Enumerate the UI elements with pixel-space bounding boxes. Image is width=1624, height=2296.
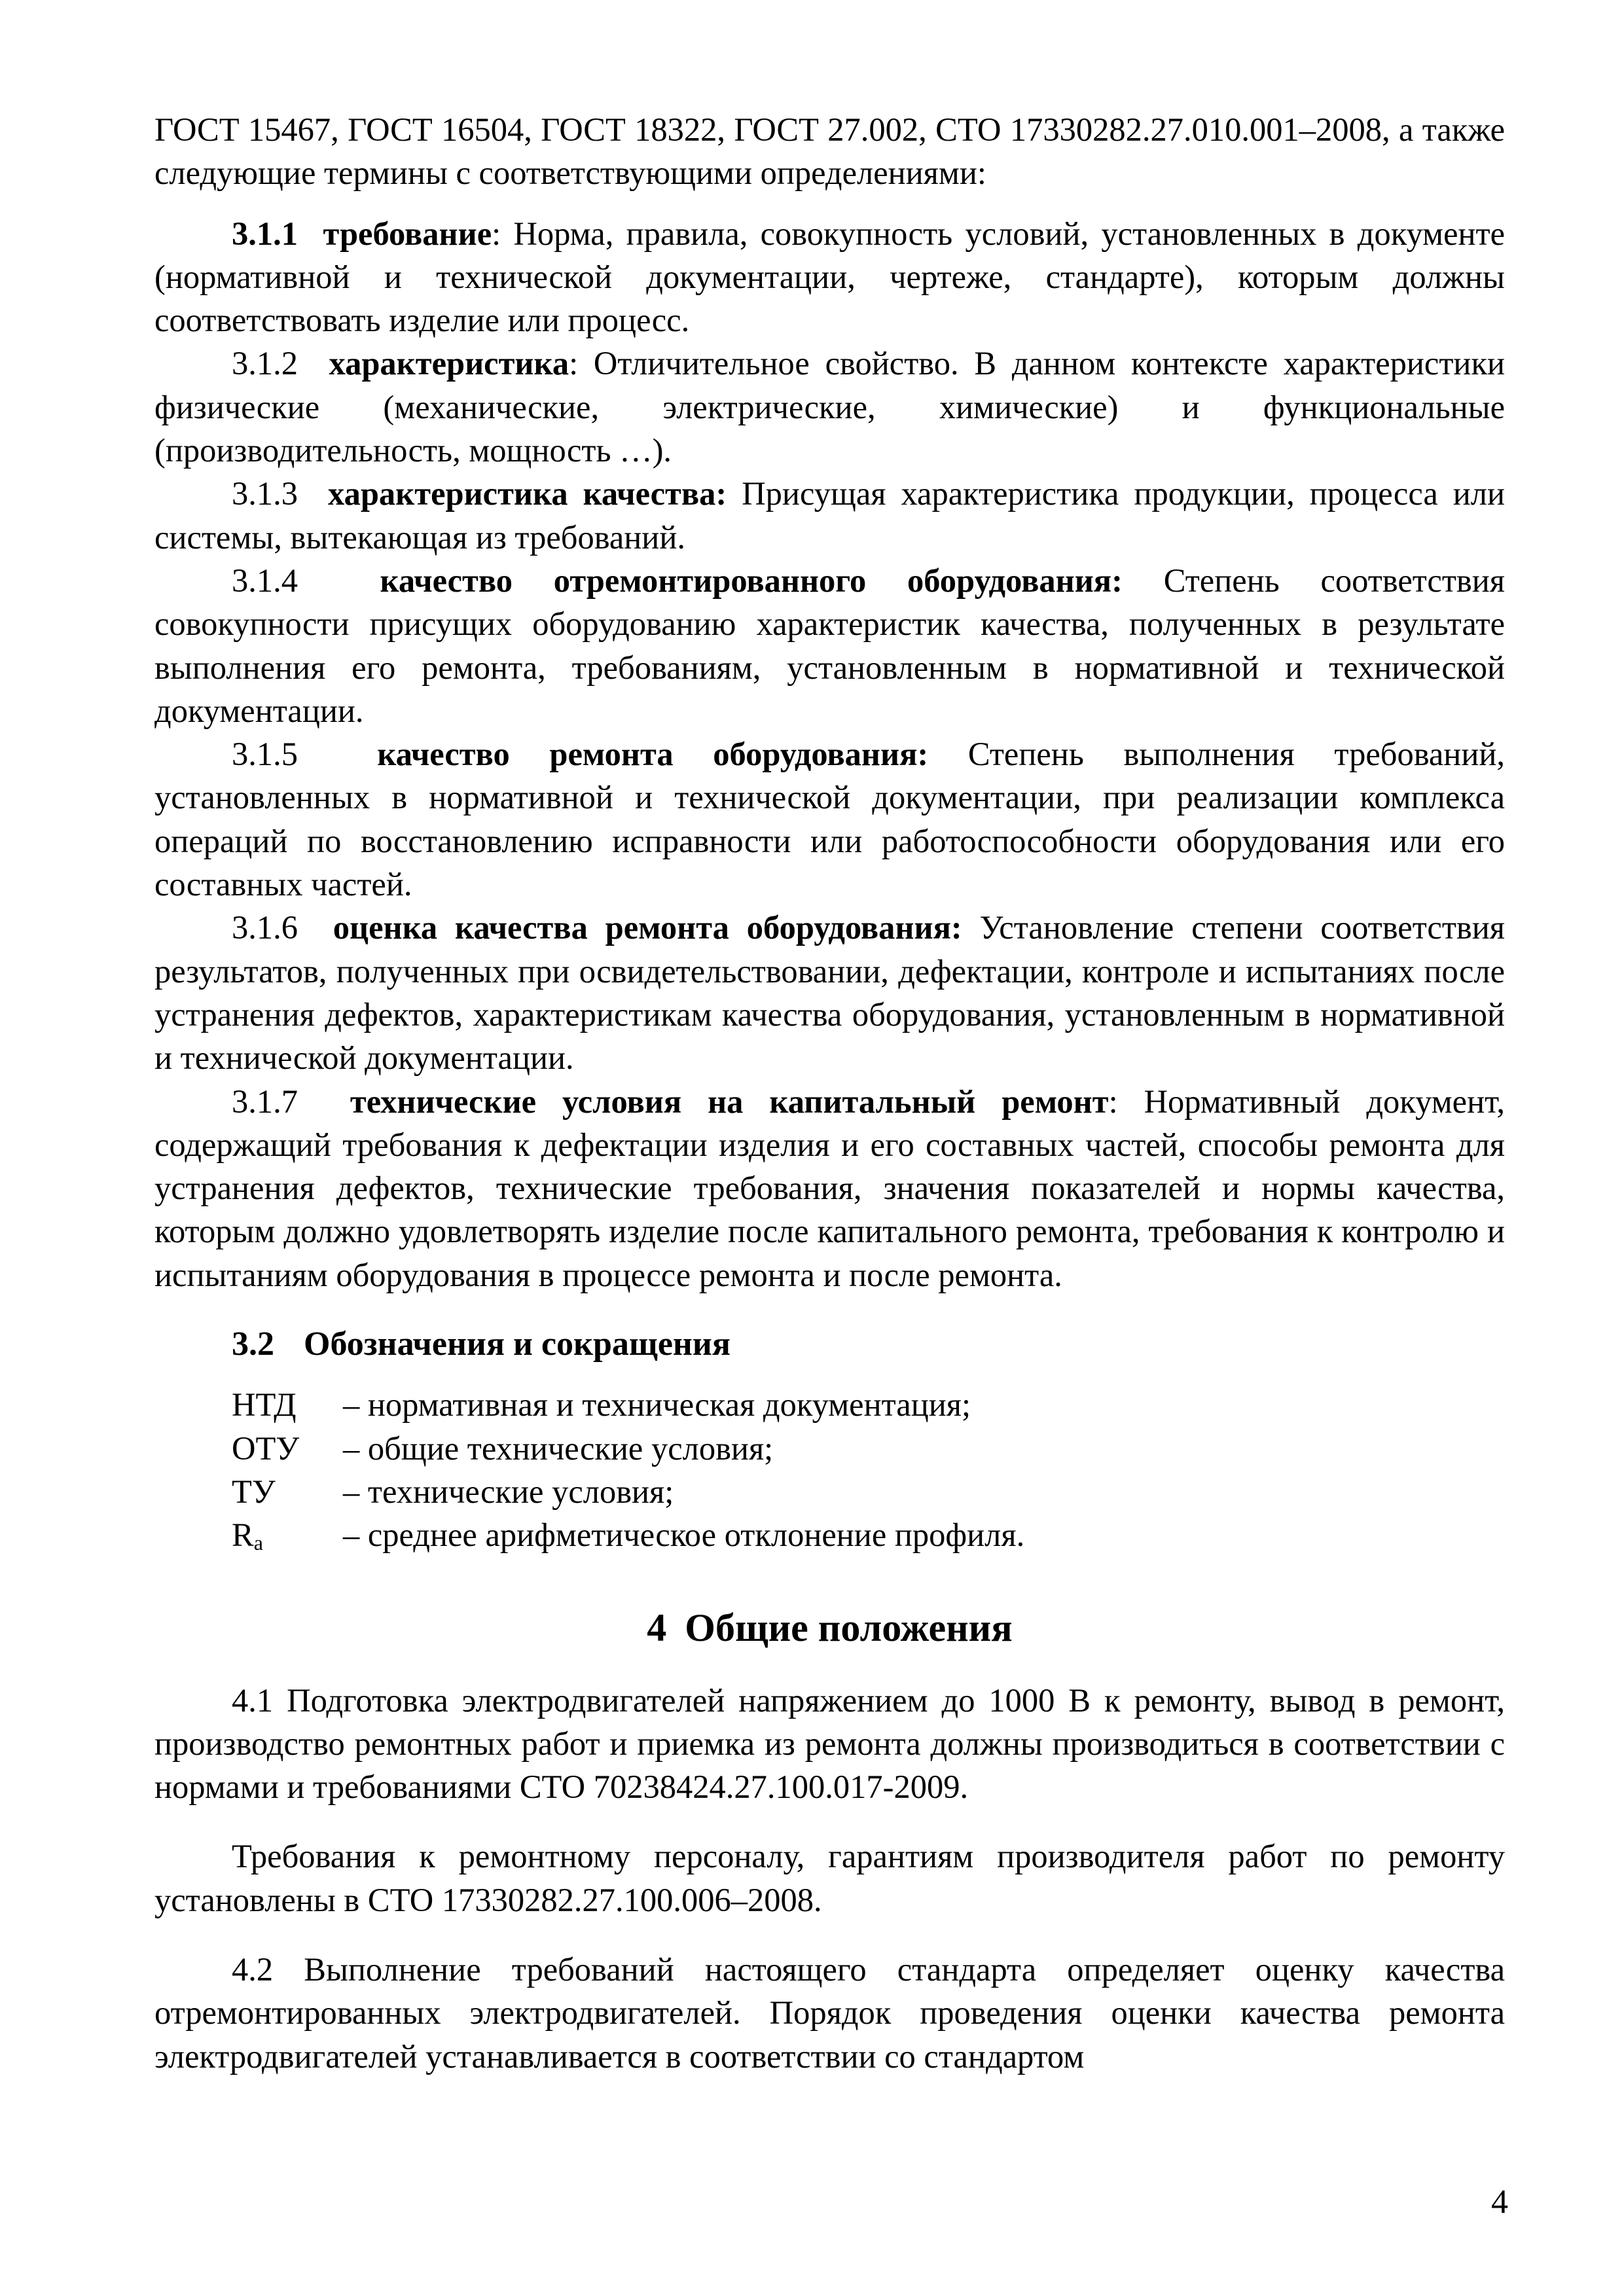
section4-paragraph: Требования к ремонтному персоналу, гарантиям производителя работ по ремонту установлены в СТО 17330282.27.100.006–2008. — [154, 1838, 1505, 1918]
abbreviation-row — [154, 1427, 1505, 1470]
document-page — [154, 108, 1505, 2078]
term-3-1-7 — [154, 1080, 1505, 1297]
term-name: характеристика качества: — [328, 475, 727, 512]
abbreviation-row — [154, 1513, 1505, 1564]
term-number: 3.1.6 — [232, 909, 298, 946]
term-3-1-4 — [154, 559, 1505, 732]
term-separator: : — [1108, 1083, 1118, 1120]
term-name: оценка качества ремонта оборудования: — [333, 909, 962, 946]
abbreviation-term — [154, 1383, 343, 1426]
abbreviation-definition: – технические условия; — [343, 1473, 674, 1510]
term-3-1-2 — [154, 342, 1505, 472]
abbreviation-definition: – общие технические условия; — [343, 1429, 774, 1467]
section4-paragraph: 4.2 Выполнение требований настоящего стандарта определяет оценку качества отремонтированных электродвигателей. Порядок проведения оценки качества ремонта электродвигателей устанавливается в соответствии со стандартом — [154, 1950, 1505, 2075]
term-separator: : — [492, 215, 501, 252]
term-definition: Нормативный документ, содержащий требования к дефектации изделия и его составных частей, способы ремонта для устранения дефектов, технические требования, значения показателей и нормы качества, которым должно удовлетворять изделие после капитального ремонта, требования к контролю и испытаниям оборудования в процессе ремонта и после ремонта. — [154, 1083, 1505, 1293]
abbreviation-definition: – нормативная и техническая документация; — [343, 1386, 971, 1424]
term-name: технические условия на капитальный ремонт — [350, 1083, 1109, 1120]
abbreviation-term-text: НТД — [232, 1386, 297, 1424]
term-definition: Установление степени соответствия результатов, полученных при освидетельствовании, дефектации, контроле и испытаниях после устранения дефектов, характеристикам качества оборудования, установленным в нормативной и технической документации. — [154, 909, 1505, 1077]
abbreviation-term — [154, 1470, 343, 1513]
term-3-1-6 — [154, 906, 1505, 1079]
abbreviation-row — [154, 1470, 1505, 1513]
abbreviations-heading-number: 3.2 — [232, 1325, 274, 1363]
section4-paragraph: 4.1 Подготовка электродвигателей напряжением до 1000 В к ремонту, вывод в ремонт, производство ремонтных работ и приемка из ремонта должны производиться в соответствии с нормами и требованиями СТО 70238424.27.100.017-2009. — [154, 1681, 1505, 1806]
section-heading-number: 4 — [647, 1605, 667, 1649]
section-heading — [154, 1602, 1505, 1654]
term-definition: Степень соответствия совокупности присущих оборудованию характеристик качества, полученных в результате выполнения его ремонта, требованиям, установленным в нормативной и технической документации. — [154, 562, 1506, 729]
term-3-1-3 — [154, 472, 1505, 559]
abbreviation-term-text: ОТУ — [232, 1429, 300, 1467]
term-number: 3.1.7 — [232, 1083, 298, 1120]
abbreviation-term-subscript: a — [253, 1531, 263, 1555]
term-3-1-5 — [154, 732, 1505, 906]
term-name: качество ремонта оборудования: — [377, 736, 929, 773]
intro-paragraph: ГОСТ 15467, ГОСТ 16504, ГОСТ 18322, ГОСТ 27.002, СТО 17330282.27.010.001–2008, а также следующие термины с соответствующими определениями: — [154, 111, 1505, 192]
term-number: 3.1.2 — [232, 345, 298, 382]
term-name: характеристика — [329, 345, 569, 382]
abbreviations-heading — [232, 1323, 1505, 1366]
term-definition: Присущая характеристика продукции, процесса или системы, вытекающая из требований. — [154, 475, 1506, 556]
abbreviation-definition: – среднее арифметическое отклонение профиля. — [343, 1516, 1025, 1554]
term-definition: Норма, правила, совокупность условий, установленных в документе (нормативной и технической документации, чертеже, стандарте), которым должны соответствовать изделие или процесс. — [154, 215, 1506, 339]
abbreviation-term — [154, 1427, 343, 1470]
page-number: 4 — [1491, 2183, 1508, 2221]
abbreviation-term — [154, 1513, 343, 1564]
term-number: 3.1.3 — [232, 475, 298, 512]
abbreviation-term-text: R — [232, 1516, 254, 1554]
section-heading-title: Общие положения — [685, 1605, 1013, 1649]
term-3-1-1 — [154, 212, 1505, 342]
term-number: 3.1.5 — [232, 736, 298, 773]
term-name: качество отремонтированного оборудования: — [380, 562, 1123, 599]
abbreviations-heading-title: Обозначения и сокращения — [304, 1325, 731, 1363]
abbreviation-row — [154, 1383, 1505, 1426]
terms-list — [154, 212, 1505, 1297]
abbreviation-term-text: ТУ — [232, 1473, 276, 1510]
term-definition: Степень выполнения требований, установленных в нормативной и технической документации, при реализации комплекса операций по восстановлению исправности или работоспособности оборудования или его составных частей. — [154, 736, 1506, 903]
term-definition: Отличительное свойство. В данном контексте характеристики физические (механические, электрические, химические) и функциональные (производительность, мощность …). — [154, 345, 1505, 469]
term-name: требование — [323, 215, 492, 252]
term-number: 3.1.4 — [232, 562, 298, 599]
abbreviations-list — [154, 1383, 1505, 1564]
term-number: 3.1.1 — [232, 215, 298, 252]
term-separator: : — [569, 345, 579, 382]
